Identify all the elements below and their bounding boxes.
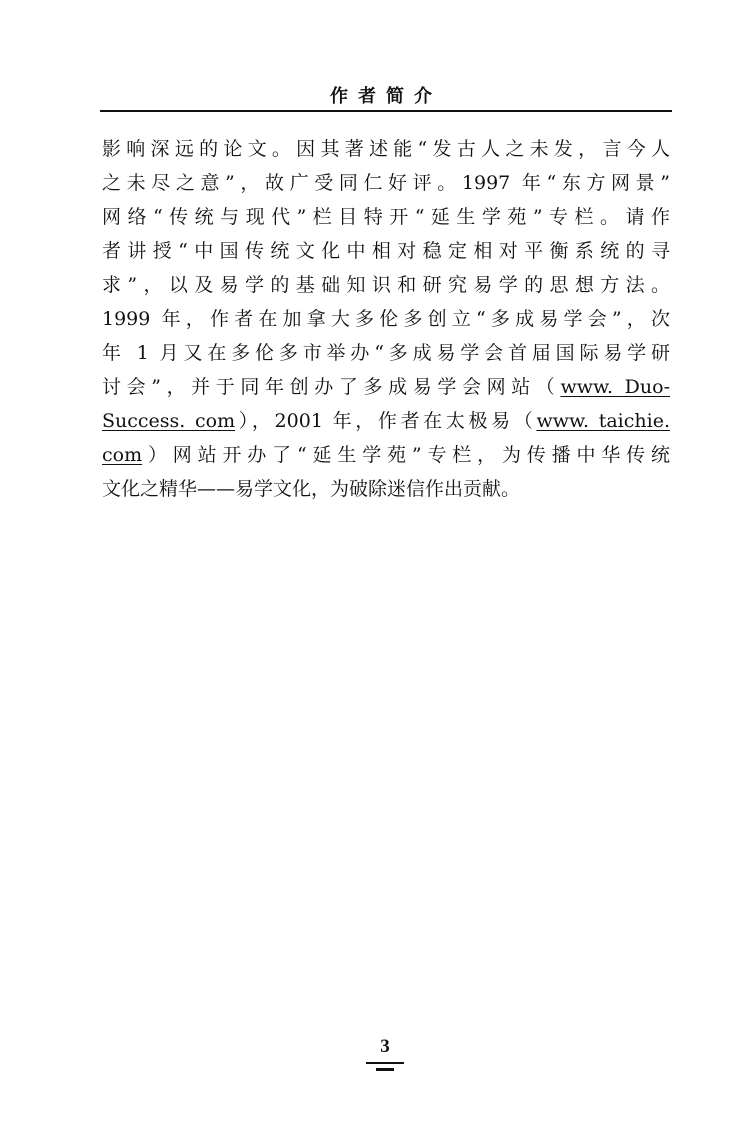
website-url: www. taichie. [536,410,670,432]
body-paragraph [102,132,670,506]
website-url: www. Duo- [560,376,670,398]
page-number-rule [366,1062,404,1064]
running-header: 作者简介 [330,86,442,107]
header-rule [100,110,672,112]
page-number: 3 [380,1036,390,1057]
text-line: 1999 年，作者在加拿大多伦多创立“多成易学会”，次 [102,308,670,330]
text-line: 求”，以及易学的基础知识和研究易学的思想方法。 [102,274,670,296]
website-url: Success. com [102,410,236,432]
line-text: ）网站开办了“延生学苑”专栏，为传播中华传统 [142,444,670,466]
text-line: 网络“传统与现代”栏目特开“延生学苑”专栏。请作 [102,206,670,228]
text-line: 之未尽之意”，故广受同仁好评。1997 年“东方网景” [102,172,670,194]
text-line: 文化之精华——易学文化，为破除迷信作出贡献。 [102,478,521,500]
text-line: 年 1 月又在多伦多市举办“多成易学会首届国际易学研 [102,342,670,364]
text-line: 影响深远的论文。因其著述能“发古人之未发，言今人 [102,138,670,160]
page-number-rule [376,1068,394,1071]
website-url: com [102,444,143,466]
text-line: 者讲授“中国传统文化中相对稳定相对平衡系统的寻 [102,240,670,262]
text-line [102,404,670,438]
text-line [102,370,670,404]
text-line [102,438,670,472]
line-text: ），2001 年，作者在太极易（ [235,410,537,432]
line-text: 讨会”，并于同年创办了多成易学会网站（ [102,376,561,398]
